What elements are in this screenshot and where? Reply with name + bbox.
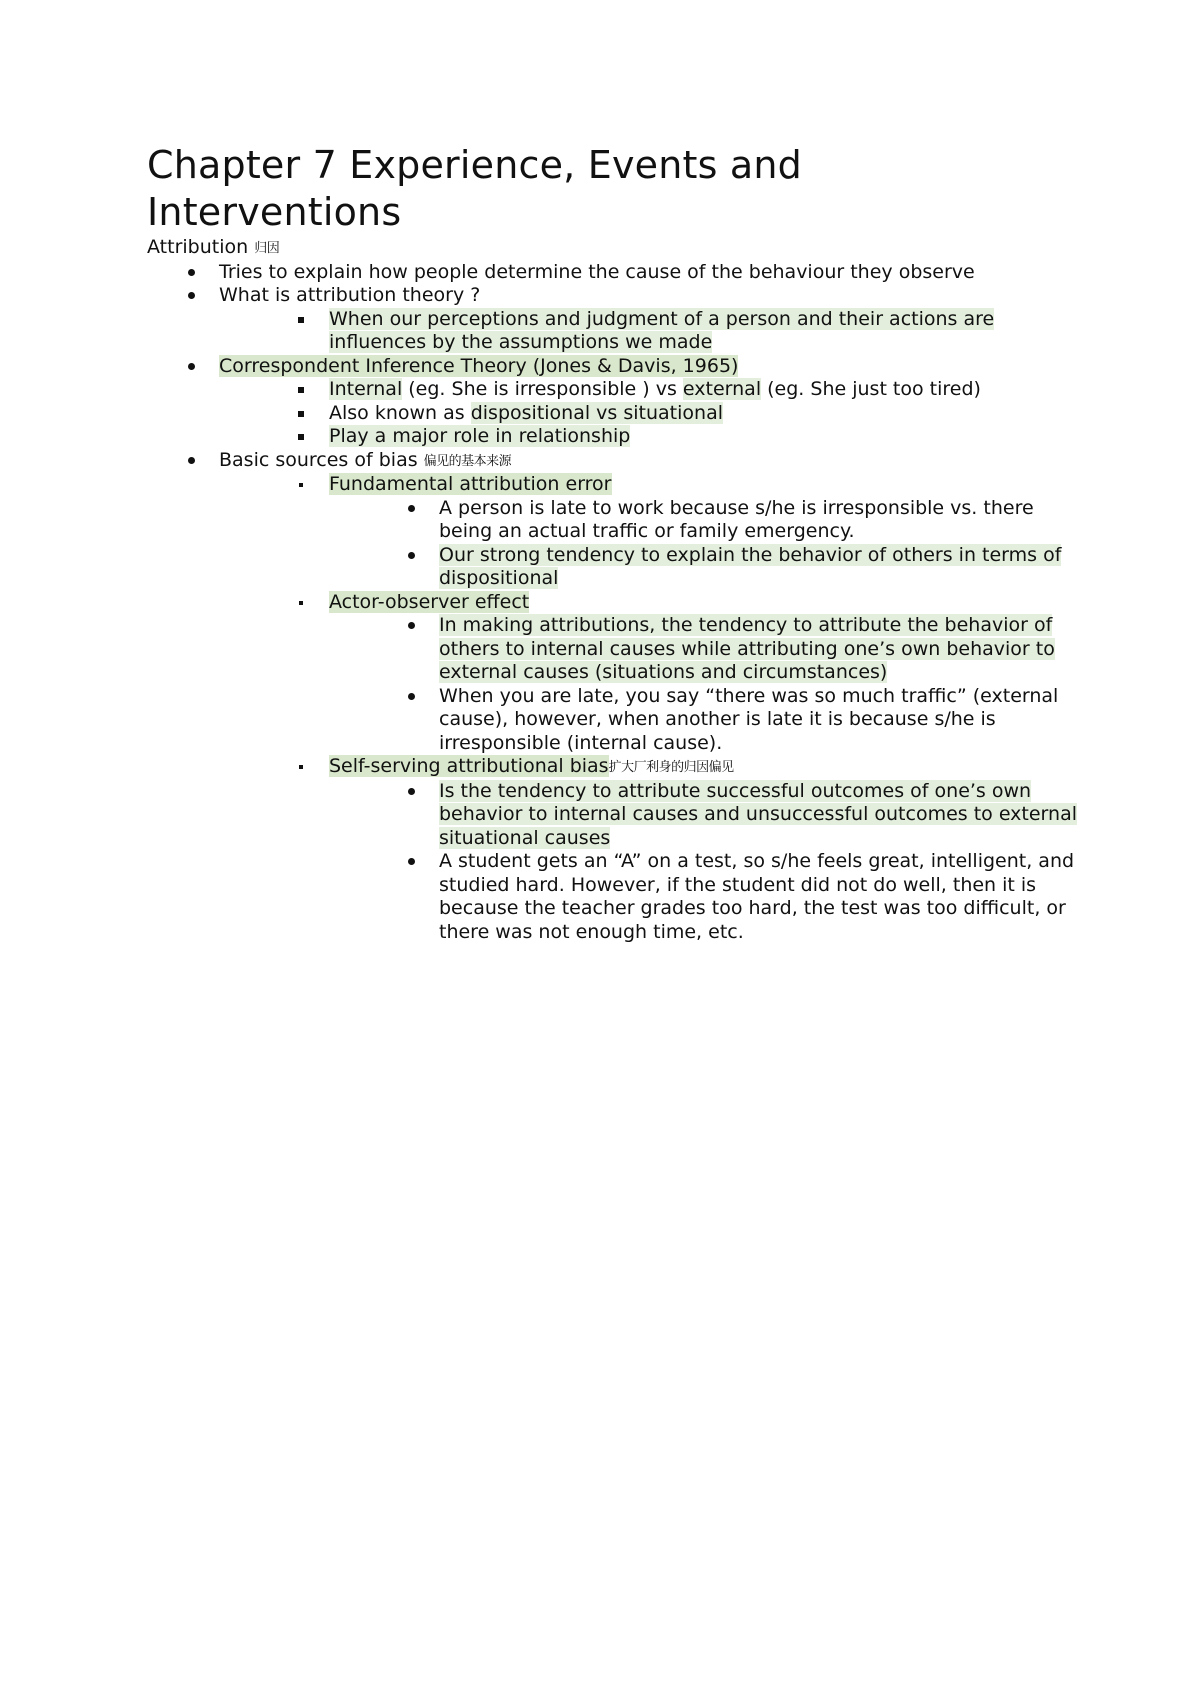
list-item (147, 284, 1077, 308)
list-item (147, 497, 1077, 544)
highlighted-text: Is the tendency to attribute successful outcomes of one’s own behavior to internal causes and unsuccessful outcomes to external situational causes (439, 779, 1078, 849)
section-cjk-label: 归因 (254, 241, 280, 256)
highlighted-text: In making attributions, the tendency to attribute the behavior of others to internal causes while attributing one’s own behavior to external causes (situations and circumstances) (439, 614, 1055, 683)
page-title: Chapter 7 Experience, Events and Interventions (147, 143, 802, 234)
highlighted-text: external (682, 378, 762, 400)
list-item (147, 614, 1077, 685)
highlighted-text: Self-serving attributional bias (329, 755, 609, 777)
list-item (147, 402, 1077, 426)
list-item (147, 355, 1077, 379)
highlighted-text: Our strong tendency to explain the behavior of others in terms of dispositional (439, 543, 1062, 589)
section-heading (147, 236, 1077, 261)
section-label: Attribution (147, 236, 249, 258)
cjk-annotation: 偏见的基本来源 (423, 453, 512, 469)
list-item (147, 261, 1077, 285)
highlighted-text: Play a major role in relationship (329, 425, 631, 447)
list-item-text: Basic sources of bias (219, 448, 424, 471)
list-item-text: Also known as (329, 401, 471, 424)
cjk-annotation: 扩大厂利身的归因偏见 (608, 760, 734, 775)
list-item-text: A student gets an “A” on a test, so s/he feels great, intelligent, and studied hard. However, if the student did not do well, then it is because the teacher grades too hard, the test was too difficult, or there was not enough time, etc. (439, 850, 1075, 943)
list-item-text: (eg. She just too tired) (761, 378, 981, 400)
list-item (147, 378, 1077, 402)
list-item (147, 685, 1077, 756)
list-item (147, 755, 1077, 780)
highlighted-text: When our perceptions and judgment of a person and their actions are influences by the assumptions we made (329, 307, 995, 353)
highlighted-text: dispositional vs situational (470, 401, 723, 424)
list-item (147, 780, 1077, 851)
highlighted-text: Actor-observer effect (329, 590, 530, 613)
list-item (147, 591, 1077, 615)
list-item (147, 544, 1077, 591)
list-item (147, 308, 1077, 355)
highlighted-text: Internal (329, 378, 403, 400)
list-item (147, 425, 1077, 449)
list-item-text: Tries to explain how people determine the cause of the behaviour they observe (219, 260, 975, 283)
list-item-text: When you are late, you say “there was so much traffic” (external cause), however, when another is late it is because s/he is irresponsible (internal cause). (439, 684, 1059, 754)
highlighted-text: Correspondent Inference Theory (Jones & Davis, 1965) (219, 354, 739, 377)
bullet-list (147, 261, 1077, 945)
list-item-text: A person is late to work because s/he is irresponsible vs. there being an actual traffic or family emergency. (439, 496, 1034, 542)
list-item (147, 449, 1077, 474)
document-page (147, 142, 1077, 944)
list-item-text: What is attribution theory ? (219, 284, 481, 306)
list-item (147, 850, 1077, 944)
list-item (147, 473, 1077, 497)
list-item-text: (eg. She is irresponsible ) vs (402, 378, 683, 400)
highlighted-text: Fundamental attribution error (329, 473, 612, 495)
